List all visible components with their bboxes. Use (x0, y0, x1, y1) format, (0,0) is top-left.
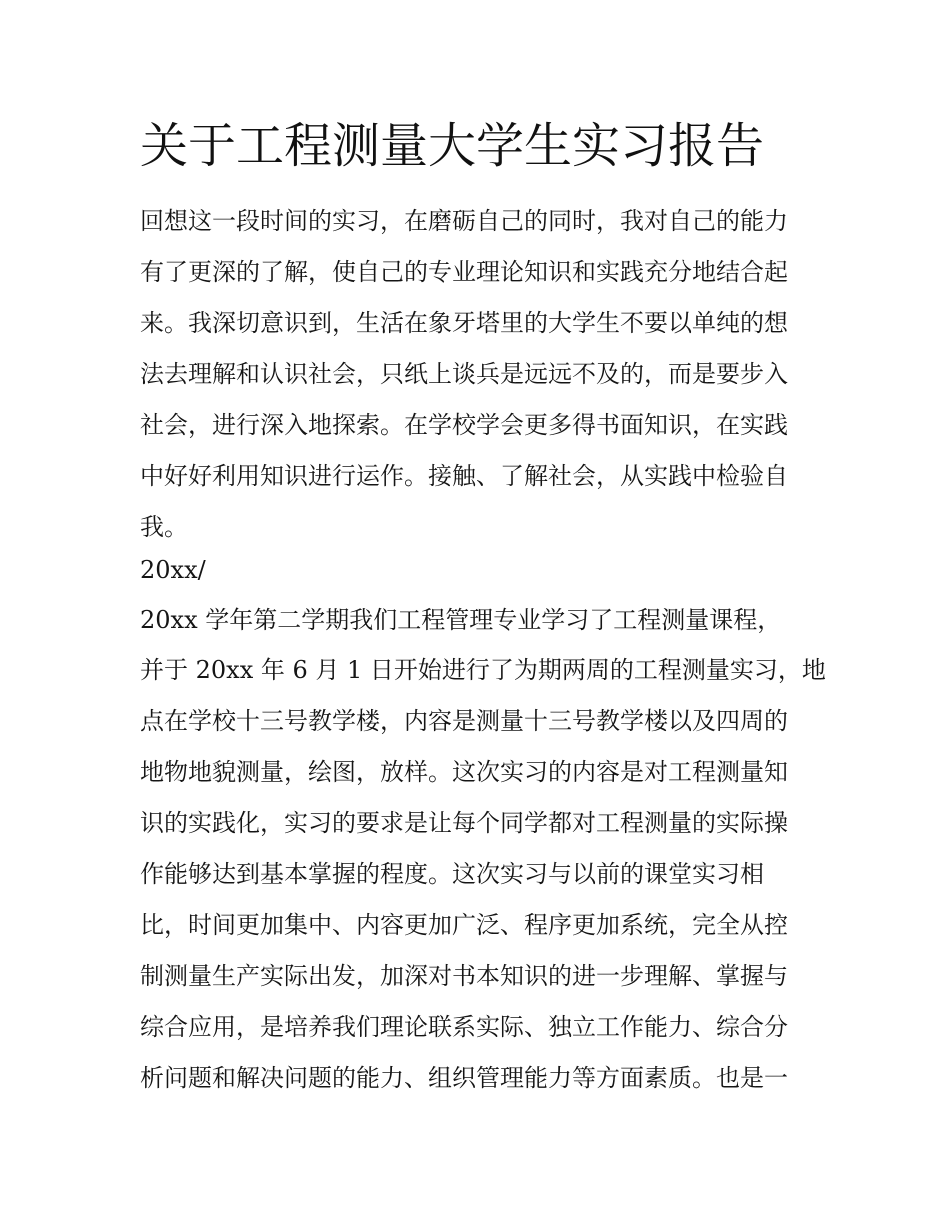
paragraph-line: 综合应用，是培养我们理论联系实际、独立工作能力、综合分 (140, 1013, 788, 1041)
paragraph-line: 法去理解和认识社会，只纸上谈兵是远远不及的，而是要步入 (140, 360, 788, 388)
paragraph-line: 识的实践化，实习的要求是让每个同学都对工程测量的实际操 (140, 809, 788, 837)
paragraph-line: 20xx 学年第二学期我们工程管理专业学习了工程测量课程， (140, 606, 782, 634)
paragraph-line: 点在学校十三号教学楼，内容是测量十三号教学楼以及四周的 (140, 707, 788, 735)
paragraph-line: 有了更深的了解，使自己的专业理论知识和实践充分地结合起 (140, 258, 788, 286)
document-title: 关于工程测量大学生实习报告 (140, 118, 765, 174)
paragraph-line: 社会，进行深入地探索。在学校学会更多得书面知识，在实践 (140, 411, 788, 439)
paragraph-line: 作能够达到基本掌握的程度。这次实习与以前的课堂实习相 (140, 860, 764, 888)
paragraph-line: 并于 20xx 年 6 月 1 日开始进行了为期两周的工程测量实习，地 (140, 656, 826, 684)
paragraph-line: 析问题和解决问题的能力、组织管理能力等方面素质。也是一 (140, 1064, 788, 1092)
paragraph-line: 我。 (140, 513, 188, 541)
paragraph-line: 地物地貌测量，绘图，放样。这次实习的内容是对工程测量知 (140, 758, 788, 786)
paragraph-line: 中好好利用知识进行运作。接触、了解社会，从实践中检验自 (140, 462, 788, 490)
paragraph-line: 回想这一段时间的实习，在磨砺自己的同时，我对自己的能力 (140, 207, 788, 235)
paragraph-line: 来。我深切意识到，生活在象牙塔里的大学生不要以单纯的想 (140, 309, 788, 337)
paragraph-line: 比，时间更加集中、内容更加广泛、程序更加系统，完全从控 (140, 911, 788, 939)
paragraph-line: 20xx/ (140, 556, 206, 584)
paragraph-line: 制测量生产实际出发，加深对书本知识的进一步理解、掌握与 (140, 962, 788, 990)
